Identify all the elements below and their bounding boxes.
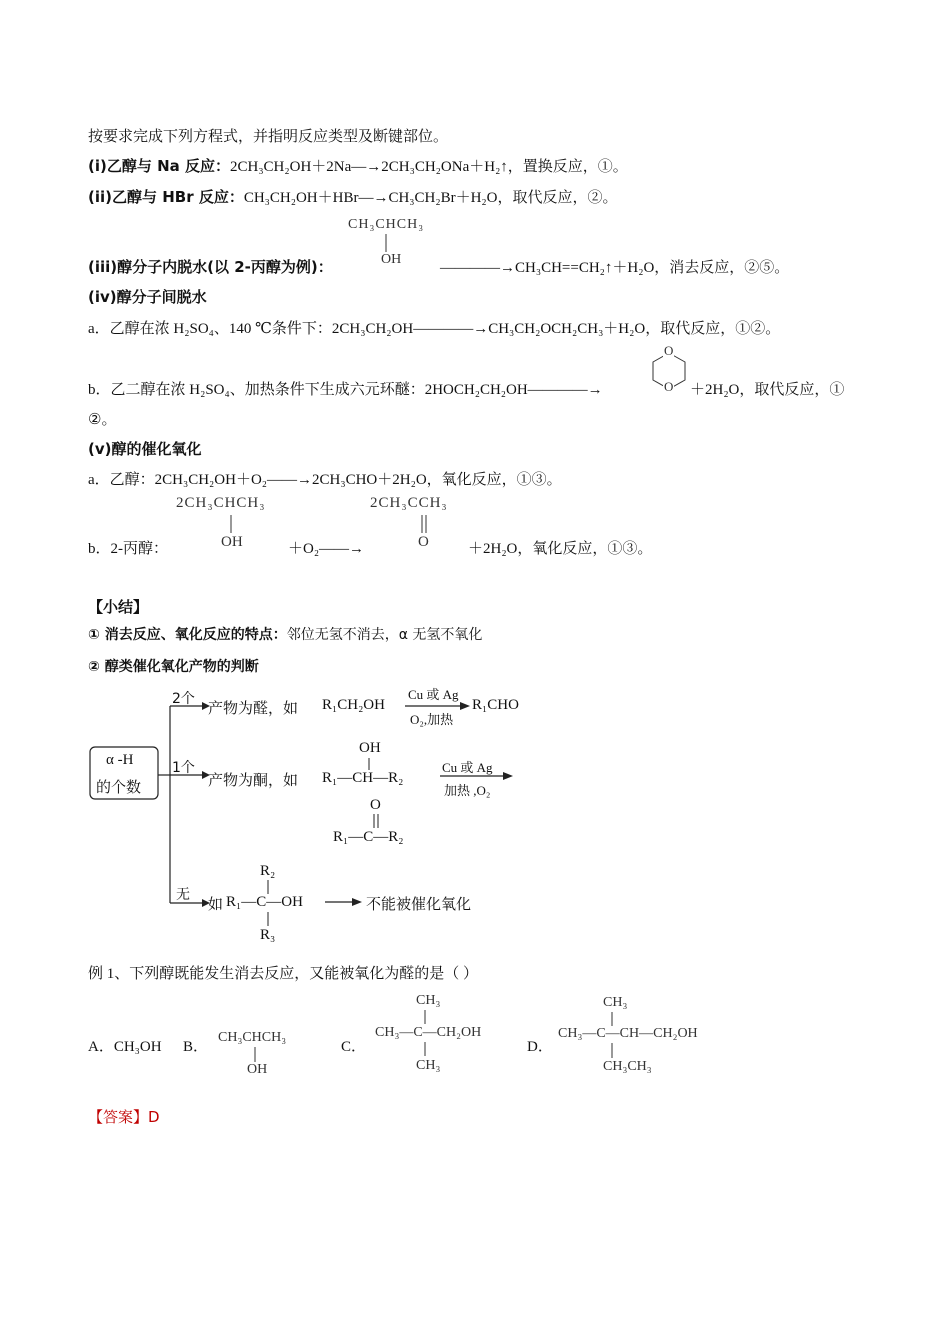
summary-point-1-label: ① 消去反应、氧化反应的特点： <box>88 627 287 643</box>
reaction-4b-part2: ＋2H₂O，取代反应，① <box>690 382 845 398</box>
example-question: 例 1、下列醇既能发生消去反应，又能被氧化为醛的是（ ） <box>88 966 479 982</box>
dioxane-o-top: O <box>664 343 674 358</box>
reaction-3-eq: ————→CH₃CH==CH₂↑＋H₂O，消去反应，②⑤。 <box>440 260 790 276</box>
reaction-4b-part1: b．乙二醇在浓 H₂SO₄、加热条件下生成六元环醚：2HOCH₂CH₂OH————→ <box>88 382 603 398</box>
answer: 【答案】D <box>88 1108 160 1126</box>
row2-text: 产物为酮，如 <box>208 771 299 789</box>
alpha-h-box-line1: α -H <box>106 752 134 768</box>
option-c-bottom: CH₃ <box>416 1058 441 1073</box>
option-b-label: B． <box>183 1039 209 1055</box>
reaction-3-label-text: (iii)醇分子内脱水(以 2-丙醇为例)： <box>88 258 333 276</box>
row3-r2: R₂ <box>260 863 276 879</box>
reaction-1-eq: 2CH₃CH₂OH＋2Na—→2CH₃CH₂ONa＋H₂↑，置换反应，①。 <box>229 159 628 175</box>
branch-label-1: 1个 <box>172 760 195 776</box>
branch-label-0: 无 <box>176 887 190 903</box>
row1-product: R₁CHO <box>472 697 519 713</box>
summary-point-2: ② 醇类催化氧化产物的判断 <box>88 659 259 675</box>
option-c-top: CH₃ <box>416 993 441 1008</box>
option-d-mid: CH₃—C—CH—CH₂OH <box>558 1026 698 1041</box>
option-d-top: CH₃ <box>603 995 628 1010</box>
row2-oh: OH <box>359 740 381 756</box>
row1-cond-top: Cu 或 Ag <box>408 687 459 702</box>
reaction-5b-label: b．2-丙醇： <box>88 541 168 557</box>
row3-formula: R₁—C—OH <box>226 894 303 910</box>
row3-text: 不能被催化氧化 <box>366 895 472 913</box>
row2-cond-top: Cu 或 Ag <box>442 760 493 775</box>
reaction-1-label: (i)乙醇与 Na 反应： <box>88 157 230 175</box>
reaction-5-label: (v)醇的催化氧化 <box>88 440 202 458</box>
alpha-h-box-line2: 的个数 <box>96 778 142 796</box>
row1-cond-bottom: O₂,加热 <box>410 712 454 727</box>
intro-text: 按要求完成下列方程式，并指明反应类型及断键部位。 <box>88 127 449 145</box>
reaction-5a: a．乙醇：2CH₃CH₂OH＋O₂——→2CH₃CHO＋2H₂O，氧化反应，①③。 <box>88 472 562 488</box>
reaction-4b-part3: ②。 <box>88 412 117 428</box>
reaction-5b-end: ＋2H₂O，氧化反应，①③。 <box>468 541 653 557</box>
option-b-top: CH₃CHCH₃ <box>218 1030 287 1045</box>
row3-r3: R₃ <box>260 927 276 943</box>
reaction-5b-mid: ＋O₂——→ <box>288 541 365 557</box>
reaction-5b-o: O <box>418 534 429 550</box>
summary-point-1-text: 邻位无氢不消去，α 无氢不氧化 <box>286 627 483 643</box>
reaction-5b-reactant-top: 2CH₃CHCH₃ <box>176 495 266 511</box>
option-c-mid: CH₃—C—CH₂OH <box>375 1025 482 1040</box>
option-c-label: C． <box>341 1039 367 1055</box>
reaction-2-eq: CH₃CH₂OH＋HBr—→CH₃CH₂Br＋H₂O，取代反应，②。 <box>243 190 618 206</box>
row3-prefix: 如 <box>208 895 224 913</box>
option-d-label: D． <box>527 1039 553 1055</box>
row2-product-o: O <box>370 797 381 813</box>
dioxane-o-bottom: O <box>664 379 674 394</box>
row1-text: 产物为醛，如 <box>208 699 299 717</box>
reaction-5b-product-top: 2CH₃CCH₃ <box>370 495 448 511</box>
summary-title: 【小结】 <box>88 598 149 616</box>
reaction-3-structure-top: CH₃CHCH₃ <box>348 217 425 232</box>
option-b-oh: OH <box>247 1062 268 1077</box>
reaction-5b-oh: OH <box>221 534 243 550</box>
option-d-bottom: CH₃CH₃ <box>603 1059 652 1074</box>
row1-formula: R₁CH₂OH <box>322 697 385 713</box>
reaction-4a: a．乙醇在浓 H₂SO₄、140 ℃条件下：2CH₃CH₂OH————→CH₃CH₂OCH₂CH₃＋H₂O，取代反应，①②。 <box>88 321 781 337</box>
row2-product: R₁—C—R₂ <box>333 829 404 845</box>
row2-formula: R₁—CH—R₂ <box>322 770 404 786</box>
reaction-3-oh: OH <box>381 252 402 267</box>
row2-cond-bottom: 加热 ,O₂ <box>444 783 491 798</box>
reaction-2-label: (ii)乙醇与 HBr 反应： <box>88 188 244 206</box>
option-a: A．CH₃OH <box>88 1039 162 1055</box>
branch-label-2: 2个 <box>172 691 195 707</box>
reaction-4-label: (iv)醇分子间脱水 <box>88 288 207 306</box>
